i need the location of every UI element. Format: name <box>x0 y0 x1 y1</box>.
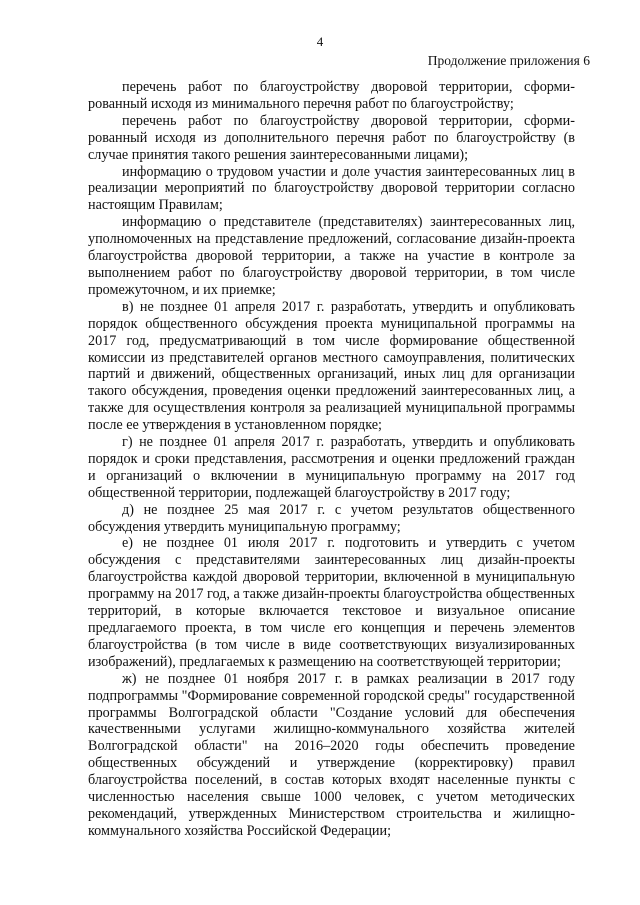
page-number: 4 <box>316 34 324 49</box>
paragraph-item-g: г) не позднее 01 апреля 2017 г. разработать, утвердить и опубликовать порядок и сроки представления, рассмотрения и оценки предложений граждан и организаций о включении в муниципальную программу на 2017 год общественной территории, подлежащей благоустройству в 2017 году; <box>88 434 575 501</box>
paragraph-list-additional-works: перечень работ по благоустройству дворовой территории, сформированный исходя из дополнительного перечня работ по благоустройству (в случае принятия такого решения заинтересованными лицами); <box>88 112 575 163</box>
document-body <box>88 79 575 840</box>
paragraph-item-zh: ж) не позднее 01 ноября 2017 г. в рамках реализации в 2017 году подпрограммы "Формирование современной городской среды" государственной программы Волгоградской области "Создание условий для обеспечения качественными услугами жилищно-коммунального хозяйства жителей Волгоградской области" на 2016–2020 годы обеспечить проведение общественных обсуждений и утверждение (корректировку) правил благоустройства поселений, в состав которых входят населенные пункты с численностью населения свыше 1000 человек, с учетом методических рекомендаций, утвержденных Министерством строительства и жилищнокоммунального хозяйства Российской Федерации; <box>88 670 575 839</box>
paragraph-item-v: в) не позднее 01 апреля 2017 г. разработать, утвердить и опубликовать порядок общественного обсуждения проекта муниципальной программы на 2017 год, предусматривающий в том числе формирование общественной комиссии из представителей органов местного самоуправления, политических партий и движений, общественных организаций, иных лиц для организации такого обсуждения, проведения оценки предложений заинтересованных лиц, а также для осуществления контроля за реализацией муниципальной программы после ее утверждения в установленном порядке; <box>88 298 575 434</box>
paragraph-representatives: информацию о представителе (представителях) заинтересованных лиц, уполномоченных на представление предложений, согласование дизайн-проекта благоустройства дворовой территории, а также на участие в контроле за выполнением работ по благоустройству дворовой территории, в том числе промежуточном, и их приемке; <box>88 214 575 298</box>
continuation-header: Продолжение приложения 6 <box>427 53 590 68</box>
paragraph-labor-participation: информацию о трудовом участии и доле участия заинтересованных лиц в реализации мероприятий по благоустройству дворовой территории согласно настоящим Правилам; <box>88 163 575 214</box>
paragraph-item-d: д) не позднее 25 мая 2017 г. с учетом результатов общественного обсуждения утвердить муниципальную программу; <box>88 501 575 535</box>
paragraph-item-e: е) не позднее 01 июля 2017 г. подготовить и утвердить с учетом обсуждения с представителями заинтересованных лиц дизайн-проекты благоустройства каждой дворовой территории, включенной в муниципальную программу на 2017 год, а также дизайн-проекты благоустройства общественных территорий, в которые включается текстовое и визуальное описание предлагаемого проекта, в том числе его концепция и перечень элементов благоустройства (в том числе в виде соответствующих визуализированных изображений), предлагаемых к размещению на соответствующей территории; <box>88 535 575 670</box>
paragraph-list-minimal-works: перечень работ по благоустройству дворовой территории, сформированный исходя из минимального перечня работ по благоустройству; <box>88 79 575 112</box>
